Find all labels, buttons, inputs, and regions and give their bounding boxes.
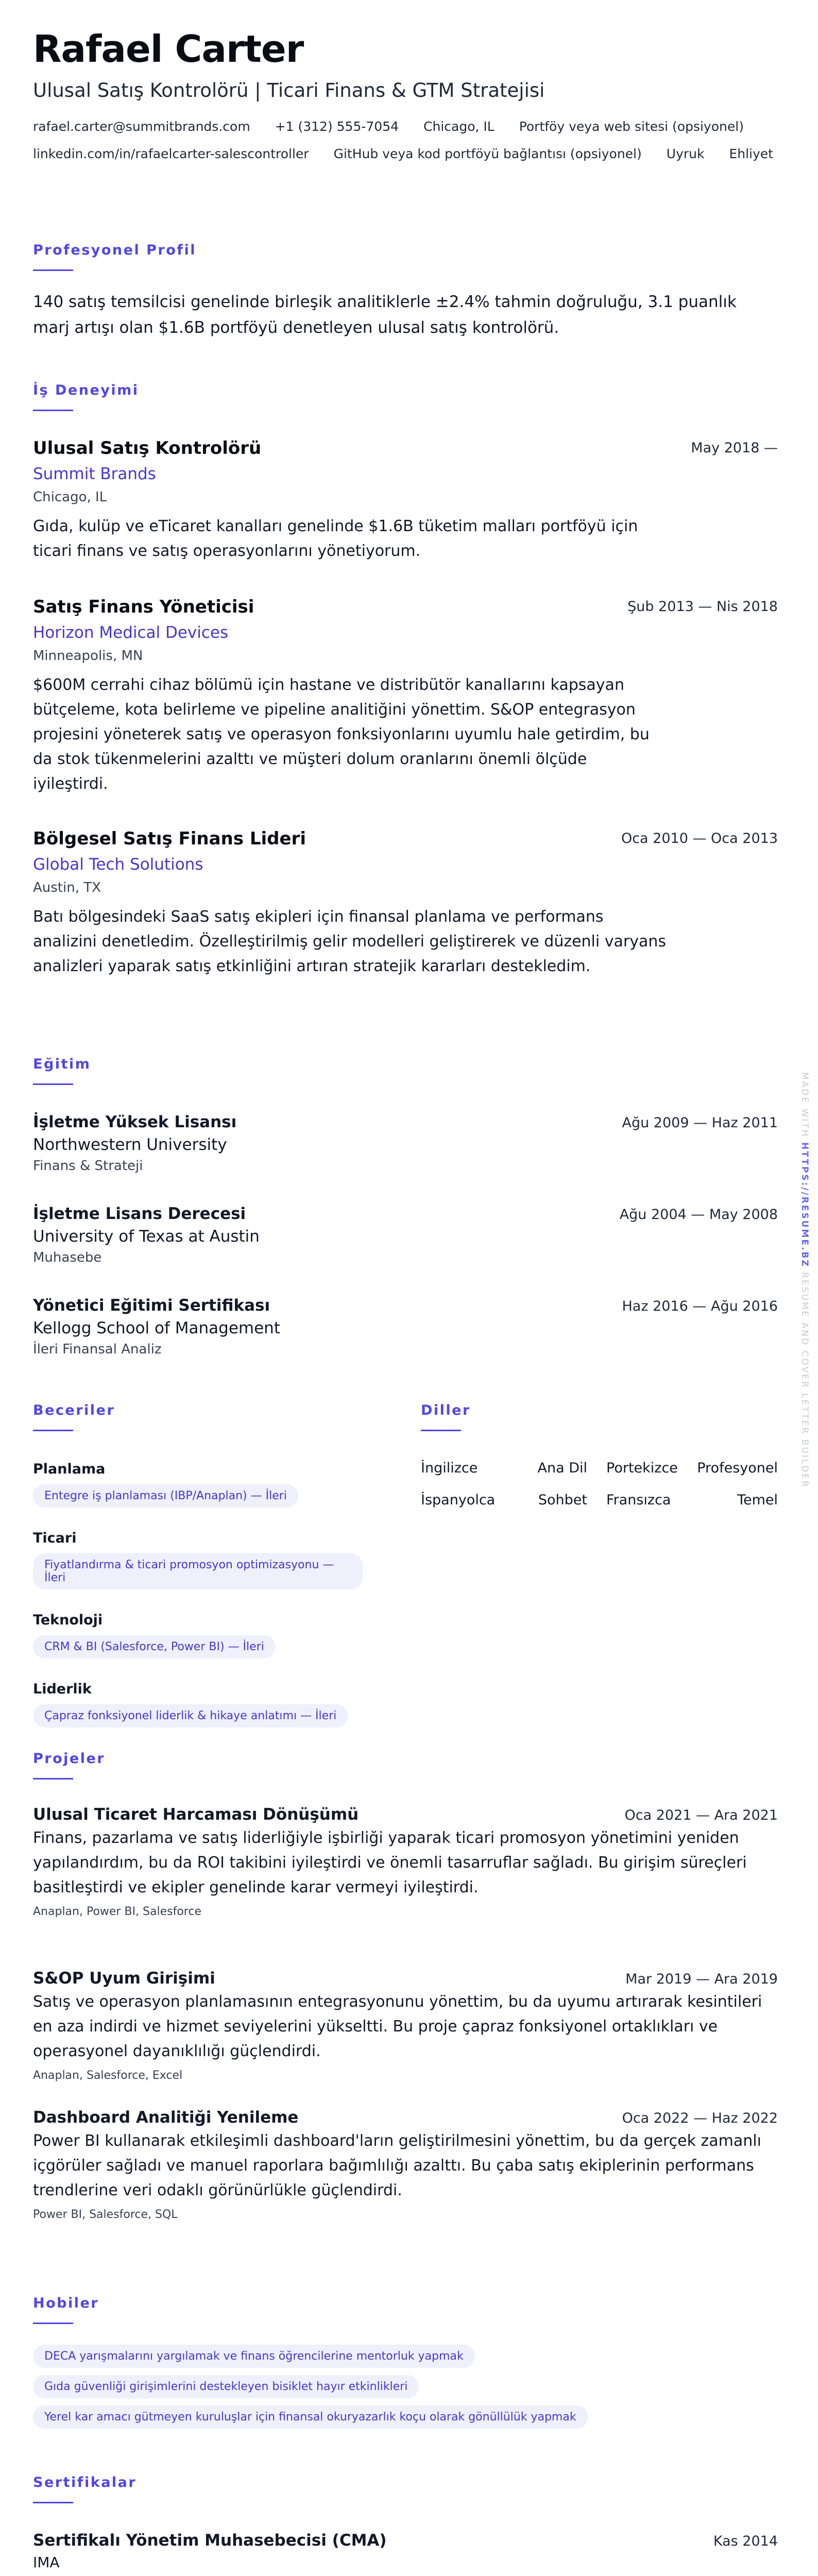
education-date: Ağu 2009 — Haz 2011 — [622, 1115, 778, 1131]
job-location: Austin, TX — [33, 880, 101, 895]
hobby-pill: DECA yarışmalarını yargılamak ve finans öğrencilerine mentorluk yapmak — [33, 2345, 475, 2368]
contact-email[interactable]: rafael.carter@summitbrands.com — [33, 118, 250, 134]
project-item — [33, 1969, 778, 2082]
contact-nationality: Uyruk — [666, 146, 705, 161]
study-field: Finans & Strateji — [33, 1158, 143, 1174]
section-divider — [33, 1778, 73, 1780]
candidate-headline: Ulusal Satış Kontrolörü | Ticari Finans & GTM Stratejisi — [33, 79, 545, 101]
skill-group — [33, 1461, 363, 1507]
skill-group — [33, 1681, 363, 1727]
experience-section — [33, 382, 778, 975]
contact-location: Chicago, IL — [423, 118, 495, 134]
education-item — [33, 1296, 778, 1357]
section-title: Hobiler — [33, 2295, 99, 2311]
watermark-link[interactable]: HTTPS://RESUME.BZ — [799, 1142, 810, 1268]
skill-pill: CRM & BI (Salesforce, Power BI) — İleri — [33, 1635, 276, 1658]
job-date: Oca 2010 — Oca 2013 — [621, 831, 778, 846]
section-divider — [33, 1430, 73, 1431]
job-description: $600M cerrahi cihaz bölümü için hastane ve distribütör kanallarını kapsayan bütçeleme, kota belirleme ve pipeline analitiğini yönettim. S&OP entegrasyon projesini yöneterek satış ve operasyon fonksiyonlarını uyumlu hale getirdim, bu da stok tükenmelerini azalttı ve müşteri dolum oranlarını önemli ölçüde iyileştirdi. — [33, 676, 650, 793]
project-tech: Anaplan, Power BI, Salesforce — [33, 1905, 201, 1918]
section-title: Projeler — [33, 1751, 106, 1767]
company-name: Summit Brands — [33, 465, 156, 483]
hobby-pill: Gıda güvenliği girişimlerini destekleyen bisiklet hayır etkinlikleri — [33, 2375, 419, 2398]
project-description: Power BI kullanarak etkileşimli dashboard'ların geliştirilmesini yönettim, bu da gerçek zamanlı içgörüler sağladı ve manuel raporlara bağımlılığı azalttı. Bu çaba satış ekiplerinin performans trendlerine veri odaklı görünürlükle güçlendirdi. — [33, 2132, 761, 2199]
project-tech: Power BI, Salesforce, SQL — [33, 2208, 178, 2221]
profile-section — [33, 242, 778, 341]
skill-group — [33, 1530, 363, 1589]
section-divider — [421, 1430, 461, 1431]
section-divider — [33, 2323, 73, 2324]
certifications-section — [33, 2475, 778, 2571]
job-date: Şub 2013 — Nis 2018 — [627, 599, 778, 615]
language-level: Temel — [737, 1492, 778, 1508]
language-level: Sohbet — [538, 1492, 587, 1508]
project-description: Satış ve operasyon planlamasının entegrasyonunu yönettim, bu da uyumu artırarak kesintileri en aza indirdi ve hizmet seviyelerini yükseltti. Bu proje çapraz fonksiyonel ortaklıkları ve operasyonel dayanıklılığı güçlendirdi. — [33, 1993, 762, 2060]
project-date: Oca 2021 — Ara 2021 — [624, 1807, 778, 1823]
degree-title: İşletme Yüksek Lisansı — [33, 1113, 237, 1131]
contact-phone[interactable]: +1 (312) 555-7054 — [275, 118, 399, 134]
skill-pill: Entegre iş planlaması (IBP/Anaplan) — İleri — [33, 1484, 298, 1507]
language-level: Ana Dil — [537, 1460, 587, 1476]
skill-pill: Çapraz fonksiyonel liderlik & hikaye anlatımı — İleri — [33, 1704, 348, 1727]
certification-item — [33, 2531, 778, 2571]
job-date: May 2018 — — [691, 440, 778, 456]
skill-group-name: Ticari — [33, 1530, 77, 1546]
contact-linkedin[interactable]: linkedin.com/in/rafaelcarter-salescontroller — [33, 146, 309, 161]
section-title: Eğitim — [33, 1056, 91, 1072]
hobbies-section — [33, 2295, 778, 2429]
contact-list — [33, 119, 778, 161]
job-description: Gıda, kulüp ve eTicaret kanalları genelinde $1.6B tüketim malları portföyü için ticari finans ve satış operasyonlarını yönetiyorum. — [33, 517, 638, 560]
experience-item — [33, 597, 778, 796]
certification-title: Sertifikalı Yönetim Muhasebecisi (CMA) — [33, 2531, 387, 2550]
resume-header — [33, 27, 778, 161]
education-date: Ağu 2004 — May 2008 — [619, 1207, 778, 1223]
profile-summary: 140 satış temsilcisi genelinde birleşik analitiklerle ±2.4% tahmin doğruluğu, 3.1 puanlık marj artışı olan $1.6B portföyü denetleyen ulusal satış kontrolörü. — [33, 293, 737, 337]
education-date: Haz 2016 — Ağu 2016 — [622, 1298, 778, 1314]
project-title: Ulusal Ticaret Harcaması Dönüşümü — [33, 1805, 359, 1824]
project-date: Mar 2019 — Ara 2019 — [625, 1971, 778, 1987]
language-name: Fransızca — [606, 1492, 671, 1508]
project-item — [33, 1805, 778, 1918]
education-item — [33, 1113, 778, 1174]
section-title: Profesyonel Profil — [33, 242, 197, 258]
language-row — [421, 1460, 778, 1492]
project-title: Dashboard Analitiği Yenileme — [33, 2108, 299, 2127]
job-title: Bölgesel Satış Finans Lideri — [33, 828, 306, 849]
job-title: Ulusal Satış Kontrolörü — [33, 438, 262, 459]
company-name: Horizon Medical Devices — [33, 623, 229, 642]
company-name: Global Tech Solutions — [33, 855, 203, 874]
experience-item — [33, 828, 778, 979]
project-description: Finans, pazarlama ve satış liderliğiyle işbirliği yaparak ticari promosyon yönetimini yeniden yapılandırdım, bu da ROI takibini iyileştirdi ve önemli tasarruflar sağladı. Bu girişim süreçleri basitleştirdi ve ekipler genelinde karar vermeyi iyileştirdi. — [33, 1829, 747, 1896]
contact-license: Ehliyet — [729, 146, 773, 161]
school-name: University of Texas at Austin — [33, 1227, 260, 1246]
language-name: Portekizce — [606, 1460, 678, 1476]
experience-item — [33, 438, 778, 564]
school-name: Kellogg School of Management — [33, 1319, 280, 1337]
project-title: S&OP Uyum Girişimi — [33, 1969, 215, 1988]
skills-section — [33, 1402, 363, 1727]
language-row — [421, 1492, 778, 1524]
language-name: İngilizce — [421, 1460, 478, 1476]
section-title: Diller — [421, 1402, 471, 1418]
contact-github[interactable]: GitHub veya kod portföyü bağlantısı (opsiyonel) — [333, 146, 642, 161]
skill-group-name: Planlama — [33, 1461, 106, 1477]
project-date: Oca 2022 — Haz 2022 — [622, 2110, 778, 2126]
skill-group-name: Teknoloji — [33, 1612, 103, 1628]
section-divider — [33, 269, 73, 271]
project-tech: Anaplan, Salesforce, Excel — [33, 2069, 183, 2082]
job-description: Batı bölgesindeki SaaS satış ekipleri için finansal planlama ve performans analizini denetledim. Özelleştirilmiş gelir modelleri geliştirerek ve düzenli varyans analizleri yaparak satış etkinliğini artıran stratejik kararları destekledim. — [33, 908, 667, 975]
candidate-name: Rafael Carter — [33, 27, 304, 71]
education-item — [33, 1205, 778, 1265]
skill-group — [33, 1612, 363, 1658]
job-location: Chicago, IL — [33, 489, 107, 505]
section-divider — [33, 1083, 73, 1085]
study-field: İleri Finansal Analiz — [33, 1342, 162, 1357]
degree-title: Yönetici Eğitimi Sertifikası — [33, 1296, 270, 1315]
language-table — [421, 1460, 778, 1524]
certification-date: Kas 2014 — [713, 2533, 778, 2549]
skill-pill: Fiyatlandırma & ticari promosyon optimizasyonu — İleri — [33, 1553, 363, 1589]
job-location: Minneapolis, MN — [33, 648, 143, 664]
watermark-suffix: RESUME AND COVER LETTER BUILDER — [799, 1267, 810, 1488]
projects-section — [33, 1751, 778, 2221]
language-level: Profesyonel — [697, 1460, 778, 1476]
education-section — [33, 1056, 778, 1357]
study-field: Muhasebe — [33, 1250, 102, 1265]
watermark-prefix: MADE WITH — [799, 1072, 810, 1142]
hobby-list — [33, 2337, 778, 2429]
project-item — [33, 2108, 778, 2221]
section-title: Beceriler — [33, 1402, 115, 1418]
section-divider — [33, 2502, 73, 2503]
skill-group-name: Liderlik — [33, 1681, 92, 1697]
section-divider — [33, 410, 73, 411]
degree-title: İşletme Lisans Derecesi — [33, 1205, 246, 1223]
section-title: İş Deneyimi — [33, 382, 139, 398]
section-title: Sertifikalar — [33, 2475, 137, 2490]
builder-watermark — [799, 1072, 810, 1488]
language-name: İspanyolca — [421, 1492, 496, 1508]
job-title: Satış Finans Yöneticisi — [33, 597, 254, 617]
contact-website[interactable]: Portföy veya web sitesi (opsiyonel) — [519, 118, 744, 134]
certification-issuer: IMA — [33, 2554, 60, 2571]
languages-section — [421, 1402, 778, 1524]
hobby-pill: Yerel kar amacı gütmeyen kuruluşlar için finansal okuryazarlık koçu olarak gönüllülük yapmak — [33, 2405, 588, 2429]
school-name: Northwestern University — [33, 1136, 227, 1154]
